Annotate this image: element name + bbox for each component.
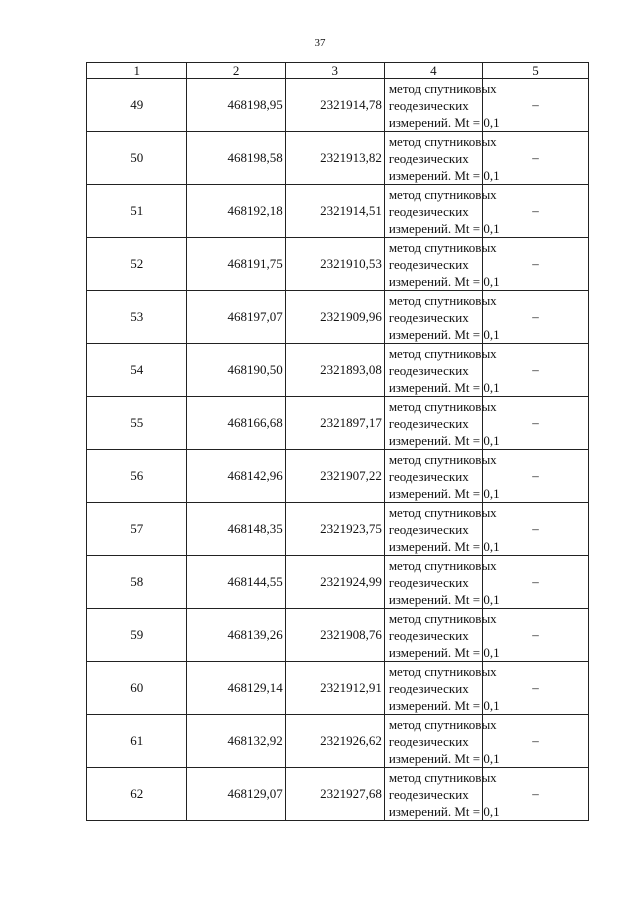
method-cell [384,450,500,503]
method-text-line: измерений. Mt = 0,1 [388,379,500,395]
note-cell: – [482,503,588,556]
method-cell [384,79,500,132]
point-number-cell: 55 [87,397,187,450]
table-row [87,662,589,715]
method-cell [384,715,500,768]
coordinate-x-cell: 468190,50 [187,344,285,397]
coordinate-x-cell: 468144,55 [187,556,285,609]
method-text-line: геодезических [388,362,469,378]
coordinate-x-cell: 468142,96 [187,450,285,503]
coordinate-y-cell: 2321914,78 [285,79,384,132]
point-number-cell: 50 [87,132,187,185]
method-text-line: измерений. Mt = 0,1 [388,432,500,448]
point-number-cell: 52 [87,238,187,291]
method-cell [384,397,500,450]
method-text-line: геодезических [388,468,469,484]
coordinate-y-cell: 2321897,17 [285,397,384,450]
table-row [87,715,589,768]
method-text-line: геодезических [388,203,469,219]
coordinate-x-cell: 468191,75 [187,238,285,291]
coordinate-y-cell: 2321923,75 [285,503,384,556]
note-cell: – [482,344,588,397]
point-number-cell: 61 [87,715,187,768]
method-text-line: геодезических [388,574,469,590]
point-number-cell: 53 [87,291,187,344]
method-text-line: геодезических [388,627,469,643]
coordinate-y-cell: 2321912,91 [285,662,384,715]
table-header-row [87,63,589,79]
column-header-1: 1 [87,63,187,79]
note-cell: – [482,715,588,768]
note-cell: – [482,662,588,715]
method-text-line: измерений. Mt = 0,1 [388,273,500,289]
point-number-cell: 60 [87,662,187,715]
point-number-cell: 56 [87,450,187,503]
coordinate-x-cell: 468139,26 [187,609,285,662]
coordinate-y-cell: 2321910,53 [285,238,384,291]
coordinate-x-cell: 468129,07 [187,768,285,821]
method-text-line: метод спутниковых [388,292,497,308]
coordinate-x-cell: 468197,07 [187,291,285,344]
method-text-line: метод спутниковых [388,663,497,679]
method-cell [384,238,500,291]
method-text-line: метод спутниковых [388,133,497,149]
method-cell [384,609,500,662]
method-text-line: измерений. Mt = 0,1 [388,326,500,342]
page-number: 37 [314,37,326,49]
method-cell [384,503,500,556]
coordinate-x-cell: 468192,18 [187,185,285,238]
column-header-4: 4 [384,63,482,79]
method-text-line: геодезических [388,256,469,272]
note-cell: – [482,609,588,662]
table-row [87,450,589,503]
method-text-line: измерений. Mt = 0,1 [388,485,500,501]
method-text-line: метод спутниковых [388,239,497,255]
method-text-line: измерений. Mt = 0,1 [388,644,500,660]
method-text-line: геодезических [388,680,469,696]
point-number-cell: 59 [87,609,187,662]
method-cell [384,291,500,344]
table-row [87,397,589,450]
method-text-line: метод спутниковых [388,557,497,573]
note-cell: – [482,556,588,609]
coordinate-y-cell: 2321914,51 [285,185,384,238]
point-number-cell: 57 [87,503,187,556]
method-text-line: геодезических [388,786,469,802]
coordinates-table [86,62,589,821]
method-text-line: метод спутниковых [388,716,497,732]
coordinate-y-cell: 2321926,62 [285,715,384,768]
method-text-line: геодезических [388,97,469,113]
method-text-line: метод спутниковых [388,186,497,202]
method-text-line: измерений. Mt = 0,1 [388,538,500,554]
coordinate-x-cell: 468198,95 [187,79,285,132]
table-row [87,609,589,662]
coordinate-x-cell: 468129,14 [187,662,285,715]
table-row [87,132,589,185]
note-cell: – [482,768,588,821]
method-text-line: геодезических [388,521,469,537]
method-text-line: измерений. Mt = 0,1 [388,750,500,766]
point-number-cell: 62 [87,768,187,821]
method-text-line: метод спутниковых [388,769,497,785]
method-text-line: геодезических [388,150,469,166]
note-cell: – [482,397,588,450]
table-row [87,344,589,397]
coordinate-x-cell: 468198,58 [187,132,285,185]
method-text-line: метод спутниковых [388,451,497,467]
method-text-line: метод спутниковых [388,504,497,520]
table-row [87,291,589,344]
point-number-cell: 51 [87,185,187,238]
coordinate-y-cell: 2321924,99 [285,556,384,609]
method-text-line: измерений. Mt = 0,1 [388,220,500,236]
note-cell: – [482,132,588,185]
coordinate-y-cell: 2321893,08 [285,344,384,397]
method-cell [384,662,500,715]
method-cell [384,556,500,609]
method-text-line: метод спутниковых [388,398,497,414]
coordinate-x-cell: 468166,68 [187,397,285,450]
method-text-line: измерений. Mt = 0,1 [388,803,500,819]
coordinate-y-cell: 2321913,82 [285,132,384,185]
coordinate-y-cell: 2321908,76 [285,609,384,662]
method-text-line: измерений. Mt = 0,1 [388,167,500,183]
coordinate-x-cell: 468132,92 [187,715,285,768]
point-number-cell: 49 [87,79,187,132]
column-header-3: 3 [285,63,384,79]
table-row [87,185,589,238]
coordinate-y-cell: 2321909,96 [285,291,384,344]
method-text-line: метод спутниковых [388,345,497,361]
column-header-5: 5 [482,63,588,79]
coordinate-y-cell: 2321927,68 [285,768,384,821]
note-cell: – [482,238,588,291]
method-cell [384,768,500,821]
note-cell: – [482,291,588,344]
note-cell: – [482,450,588,503]
point-number-cell: 54 [87,344,187,397]
method-text-line: геодезических [388,309,469,325]
coordinate-y-cell: 2321907,22 [285,450,384,503]
method-text-line: метод спутниковых [388,610,497,626]
table-row [87,79,589,132]
method-text-line: измерений. Mt = 0,1 [388,591,500,607]
method-cell [384,344,500,397]
table-row [87,556,589,609]
method-text-line: измерений. Mt = 0,1 [388,697,500,713]
point-number-cell: 58 [87,556,187,609]
table-row [87,768,589,821]
method-text-line: метод спутниковых [388,80,497,96]
table-row [87,503,589,556]
method-text-line: геодезических [388,733,469,749]
method-text-line: геодезических [388,415,469,431]
coordinate-x-cell: 468148,35 [187,503,285,556]
note-cell: – [482,79,588,132]
column-header-2: 2 [187,63,285,79]
method-cell [384,185,500,238]
method-text-line: измерений. Mt = 0,1 [388,114,500,130]
method-cell [384,132,500,185]
table-row [87,238,589,291]
note-cell: – [482,185,588,238]
